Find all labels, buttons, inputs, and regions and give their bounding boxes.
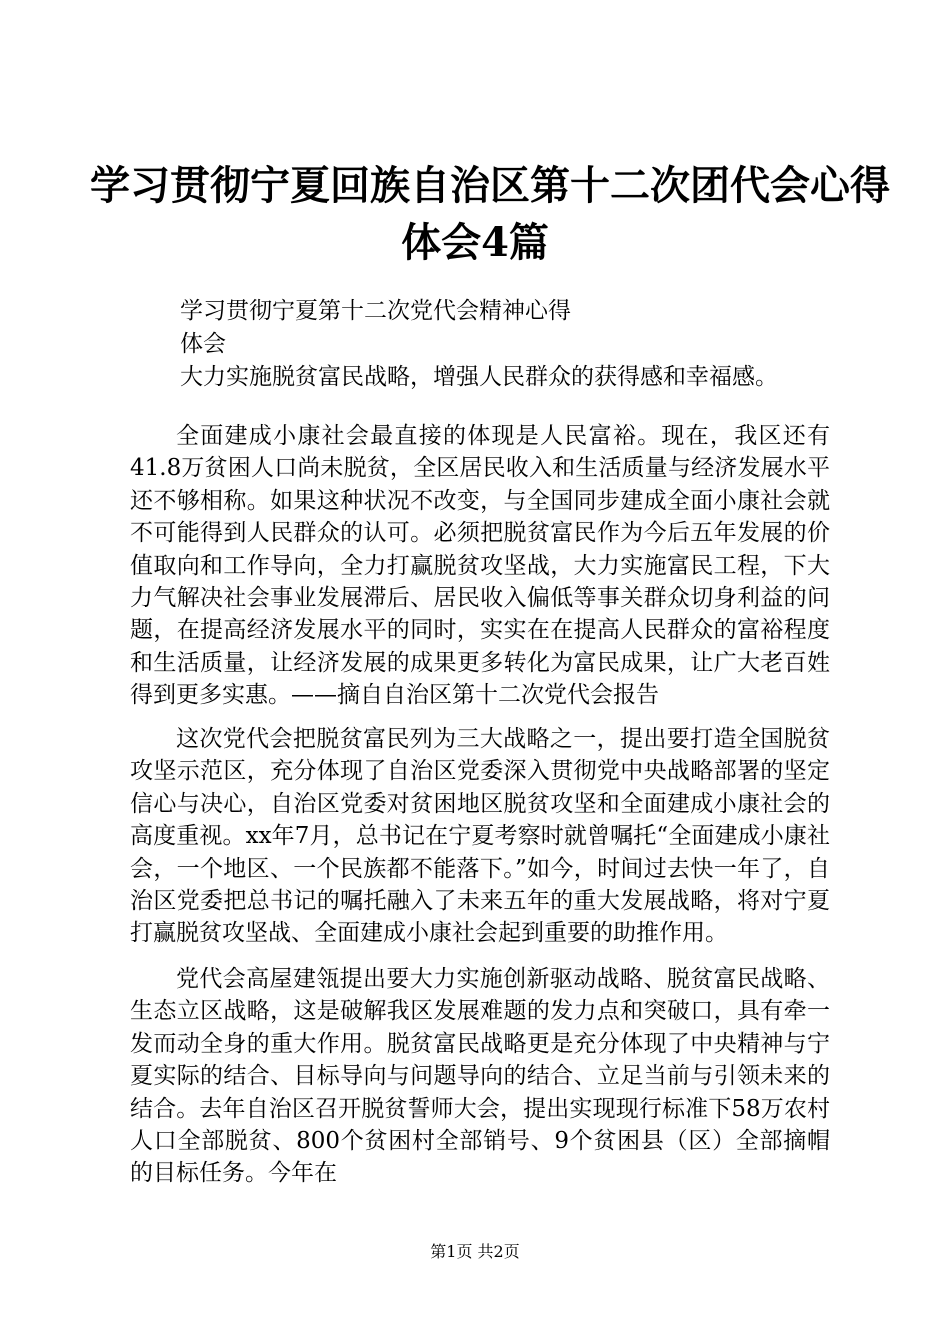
body-paragraph-1: 全面建成小康社会最直接的体现是人民富裕。现在，我区还有41.8万贫困人口尚未脱贫，全区居民收入和生活质量与经济发展水平还不够相称。如果这种状况不改变，与全国同步建成全面小康社会就不可能得到人民群众的认可。必须把脱贫富民作为今后五年发展的价值取向和工作导向，全力打赢脱贫攻坚战，大力实施富民工程，下大力气解决社会事业发展滞后、居民收入偏低等事关群众切身利益的问题，在提高经济发展水平的同时，实实在在提高人民群众的富裕程度和生活质量，让经济发展的成果更多转化为富民成果，让广大老百姓得到更多实惠。——摘自自治区第十二次党代会报告 <box>130 423 830 709</box>
document-title-line-1: 学习贯彻宁夏回族自治区第十二次团代会心得 <box>90 162 890 209</box>
body-paragraph-2: 这次党代会把脱贫富民列为三大战略之一，提出要打造全国脱贫攻坚示范区，充分体现了自治区党委深入贯彻党中央战略部署的坚定信心与决心，自治区党委对贫困地区脱贫攻坚和全面建成小康社会的高度重视。xx年7月，总书记在宁夏考察时就曾嘱托“全面建成小康社会，一个地区、一个民族都不能落下。”如今，时间过去快一年了，自治区党委把总书记的嘱托融入了未来五年的重大发展战略，将对宁夏打赢脱贫攻坚战、全面建成小康社会起到重要的助推作用。 <box>130 726 830 947</box>
document-title-line-2: 体会4篇 <box>401 219 549 266</box>
body-paragraph-3: 党代会高屋建瓴提出要大力实施创新驱动战略、脱贫富民战略、生态立区战略，这是破解我区发展难题的发力点和突破口，具有牵一发而动全身的重大作用。脱贫富民战略更是充分体现了中央精神与宁夏实际的结合、目标导向与问题导向的结合、立足当前与引领未来的结合。去年自治区召开脱贫誓师大会，提出实现现行标准下58万农村人口全部脱贫、800个贫困村全部销号、9个贫困县（区）全部摘帽的目标任务。今年在 <box>130 966 830 1187</box>
page-footer: 第1页 共2页 <box>430 1242 520 1261</box>
subtitle-line-2: 体会 <box>180 331 226 357</box>
subtitle-line-1: 学习贯彻宁夏第十二次党代会精神心得 <box>180 298 571 324</box>
subtitle-line-3: 大力实施脱贫富民战略，增强人民群众的获得感和幸福感。 <box>180 364 778 390</box>
